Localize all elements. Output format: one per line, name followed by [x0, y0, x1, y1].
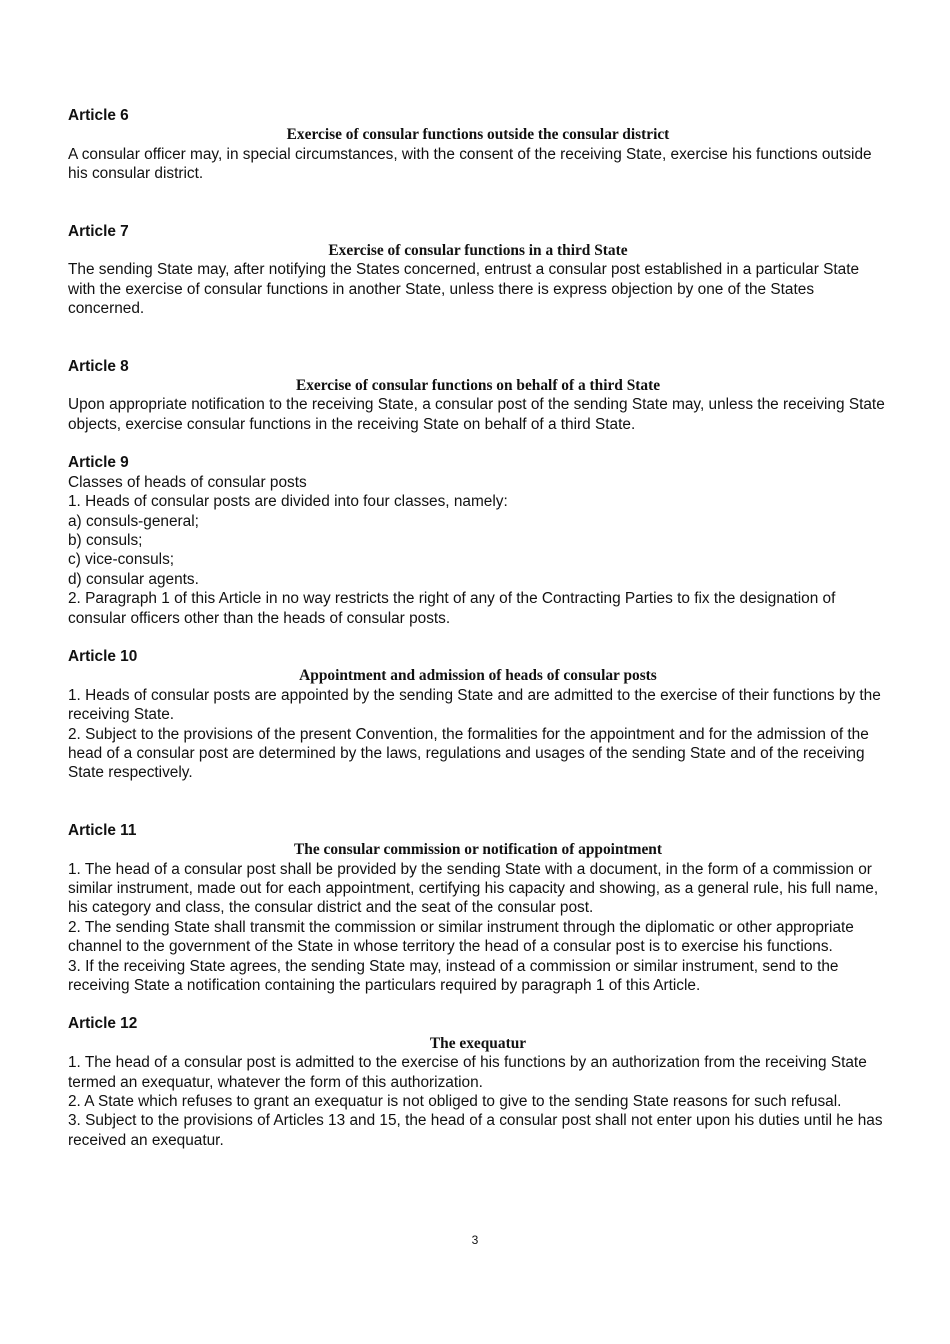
article-paragraph: 3. Subject to the provisions of Articles 13 and 15, the head of a consular post shall not enter upon his duties until he has received an exequatur.	[68, 1112, 883, 1149]
document-body	[68, 106, 888, 1150]
article-7	[68, 222, 888, 319]
article-10	[68, 647, 888, 783]
article-paragraph: 1. The head of a consular post is admitted to the exercise of his functions by an authorization from the receiving State termed an exequatur, whatever the form of this authorization.	[68, 1054, 867, 1091]
article-number: Article 10	[68, 647, 138, 665]
article-paragraph: 2. Paragraph 1 of this Article in no way restricts the right of any of the Contracting Parties to fix the designation of consular officers other than the heads of consular posts.	[68, 590, 836, 627]
article-number: Article 11	[68, 821, 137, 839]
article-paragraph: 1. Heads of consular posts are appointed by the sending State and are admitted to the exercise of their functions by the receiving State.	[68, 686, 881, 724]
article-paragraph: 3. If the receiving State agrees, the sending State may, instead of a commission or similar instrument, send to the receiving State a notification containing the particulars required by paragraph 1 of this Article.	[68, 957, 839, 995]
article-number: Article 7	[68, 222, 129, 240]
list-item: c) vice-consuls;	[68, 551, 175, 569]
article-number: Article 8	[68, 357, 129, 375]
list-item: b) consuls;	[68, 531, 143, 549]
list-item: a) consuls-general;	[68, 512, 199, 530]
article-paragraph: 1. Heads of consular posts are divided into four classes, namely:	[68, 493, 508, 511]
article-11	[68, 821, 888, 996]
article-paragraph: 2. The sending State shall transmit the commission or similar instrument through the diplomatic or other appropriate channel to the government of the State in whose territory the head of a consular post is to exercise his functions.	[68, 918, 854, 956]
article-6	[68, 106, 888, 184]
article-title: Exercise of consular functions in a third State	[328, 242, 628, 260]
article-title: Exercise of consular functions outside the consular district	[286, 126, 670, 144]
article-title: The consular commission or notification of appointment	[294, 841, 662, 859]
article-paragraph: 2. Subject to the provisions of the present Convention, the formalities for the appointment and for the admission of the head of a consular post are determined by the laws, regulations and usages of the sending State and of the receiving State respectively.	[68, 725, 869, 782]
article-12	[68, 1014, 888, 1150]
article-title: Classes of heads of consular posts	[68, 473, 307, 491]
article-number: Article 12	[68, 1015, 138, 1033]
list-item: d) consular agents.	[68, 570, 199, 588]
article-paragraph: Upon appropriate notification to the receiving State, a consular post of the sending State may, unless the receiving State objects, exercise consular functions in the receiving State on behalf of a third State.	[68, 396, 885, 433]
article-number: Article 6	[68, 107, 129, 124]
article-title: Appointment and admission of heads of consular posts	[299, 667, 657, 685]
article-paragraph: A consular officer may, in special circumstances, with the consent of the receiving State, exercise his functions outside his consular district.	[68, 145, 872, 183]
article-title: Exercise of consular functions on behalf of a third State	[295, 377, 661, 395]
article-number: Article 9	[68, 454, 129, 472]
article-paragraph: The sending State may, after notifying the States concerned, entrust a consular post established in a particular State with the exercise of consular functions in another State, unless there is express objection by one of the States concerned.	[68, 261, 860, 318]
article-title: The exequatur	[429, 1034, 527, 1052]
article-paragraph: 2. A State which refuses to grant an exequatur is not obliged to give to the sending State reasons for such refusal.	[68, 1093, 842, 1111]
article-paragraph: 1. The head of a consular post shall be provided by the sending State with a document, in the form of a commission or similar instrument, made out for each appointment, certifying his capacity and showing, as a general rule, his full name, his category and class, the consular district and the seat of the consular post.	[68, 860, 879, 917]
article-8	[68, 357, 888, 435]
article-9	[68, 453, 888, 628]
page-number: 3	[471, 1233, 479, 1247]
